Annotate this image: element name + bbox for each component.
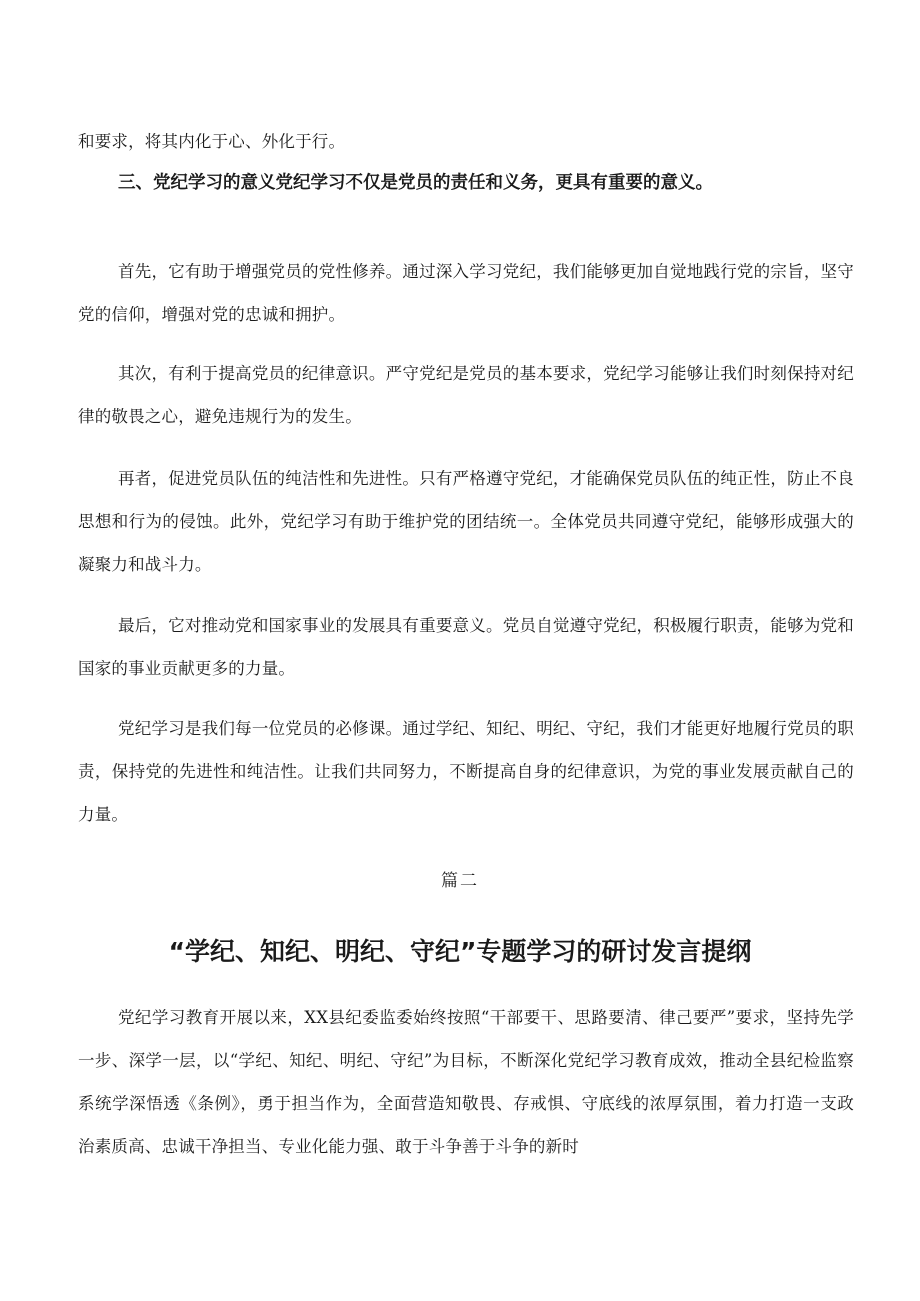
paragraph-third: 再者，促进党员队伍的纯洁性和先进性。只有严格遵守党纪，才能确保党员队伍的纯正性，防止不良思想和行为的侵蚀。此外，党纪学习有助于维护党的团结统一。全体党员共同遵守党纪，能够形成强大的凝聚力和战斗力。 [78, 469, 854, 574]
paragraph-continuation: 和要求，将其内化于心、外化于行。 [78, 132, 346, 151]
paragraph-second: 其次，有利于提高党员的纪律意识。严守党纪是党员的基本要求，党纪学习能够让我们时刻保持对纪律的敬畏之心，避免违规行为的发生。 [78, 364, 854, 426]
part-label: 篇二 [441, 871, 479, 891]
paragraph-fourth: 最后，它对推动党和国家事业的发展具有重要意义。党员自觉遵守党纪，积极履行职责，能够为党和国家的事业贡献更多的力量。 [78, 616, 854, 678]
section-heading-3: 三、党纪学习的意义党纪学习不仅是党员的责任和义务，更具有重要的意义。 [118, 173, 713, 193]
paragraph-intro: 党纪学习教育开展以来，XX县纪委监委始终按照“干部要干、思路要清、律己要严”要求，坚持先学一步、深学一层，以“学纪、知纪、明纪、守纪”为目标，不断深化党纪学习教育成效，推动全县纪检监察系统学深悟透《条例》，勇于担当作为，全面营造知敬畏、存戒惧、守底线的浓厚氛围，着力打造一支政治素质高、忠诚干净担当、专业化能力强、敢于斗争善于斗争的新时 [78, 1008, 854, 1156]
paragraph-summary: 党纪学习是我们每一位党员的必修课。通过学纪、知纪、明纪、守纪，我们才能更好地履行党员的职责，保持党的先进性和纯洁性。让我们共同努力，不断提高自身的纪律意识，为党的事业发展贡献自己的力量。 [78, 719, 854, 824]
paragraph-first: 首先，它有助于增强党员的党性修养。通过深入学习党纪，我们能够更加自觉地践行党的宗旨，坚守党的信仰，增强对党的忠诚和拥护。 [78, 262, 854, 324]
article-title: “学纪、知纪、明纪、守纪”专题学习的研讨发言提纲 [168, 937, 752, 966]
